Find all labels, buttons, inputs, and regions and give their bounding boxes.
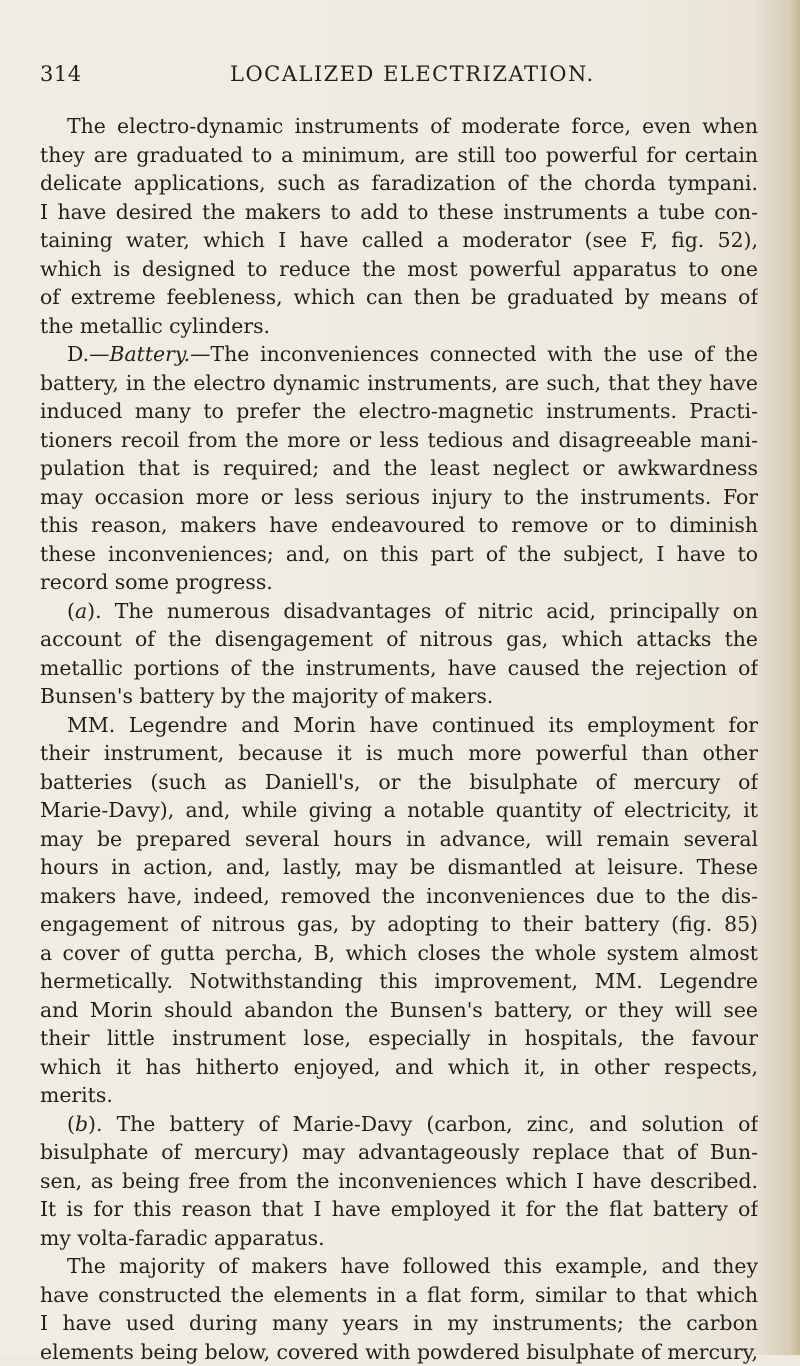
text-line [40,1138,758,1167]
line-text: hours in action, and, lastly, may be dismantled at leisure. These [40,855,758,879]
line-text: bisulphate of mercury) may advantageously replace that of Bun- [40,1140,758,1164]
line-text: which it has hitherto enjoyed, and which it, in other respects, [40,1055,758,1079]
line-prefix: ( [67,599,75,623]
line-text: It is for this reason that I have employed it for the flat battery of [40,1197,758,1221]
page-edge [782,0,800,1355]
page-number: 314 [40,62,82,86]
line-text: these inconveniences; and, on this part of the subject, I have to [40,542,758,566]
text-line [40,1338,758,1366]
text-line [40,397,758,426]
line-text: may be prepared several hours in advance, will remain several [40,827,758,851]
line-text: makers have, indeed, removed the inconveniences due to the dis- [40,884,758,908]
line-text: Bunsen's battery by the majority of makers. [40,684,493,708]
page-header [40,62,740,92]
line-text: their instrument, because it is much more powerful than other [40,741,758,765]
line-text: elements being below, covered with powdered bisulphate of mercury, [40,1340,758,1364]
line-text: hermetically. Notwithstanding this improvement, MM. Legendre [40,969,758,993]
line-text: battery, in the electro dynamic instruments, are such, that they have [40,371,758,395]
line-text: Marie-Davy), and, while giving a notable quantity of electricity, it [40,798,758,822]
line-text: The electro-dynamic instruments of moderate force, even when [67,114,758,138]
text-line [40,825,758,854]
line-text: taining water, which I have called a moderator (see F, fig. 52), [40,228,758,252]
text-line [40,141,758,170]
text-line [40,910,758,939]
line-text: sen, as being free from the inconveniences which I have described. [40,1169,758,1193]
text-line [40,312,758,341]
line-text: my volta-faradic apparatus. [40,1226,325,1250]
line-text: —The inconveniences connected with the use of the [190,342,758,366]
line-text: The majority of makers have followed this example, and they [67,1254,758,1278]
line-text: I have used during many years in my instruments; the carbon [40,1311,758,1335]
text-line [40,1110,758,1139]
text-line [40,1281,758,1310]
text-line [40,1024,758,1053]
text-line [40,454,758,483]
line-text: I have desired the makers to add to these instruments a tube con- [40,200,758,224]
line-text: their little instrument lose, especially in hospitals, the favour [40,1026,758,1050]
line-text: the metallic cylinders. [40,314,270,338]
italic-text: Battery. [110,342,191,366]
text-line [40,540,758,569]
text-line [40,711,758,740]
text-line [40,226,758,255]
text-line [40,882,758,911]
text-line [40,568,758,597]
text-line [40,1195,758,1224]
text-line [40,169,758,198]
text-line [40,1224,758,1253]
line-text: and Morin should abandon the Bunsen's battery, or they will see [40,998,758,1022]
text-line [40,511,758,540]
text-line [40,597,758,626]
line-text: pulation that is required; and the least neglect or awkwardness [40,456,758,480]
text-line [40,198,758,227]
text-line [40,1053,758,1082]
text-line [40,1081,758,1110]
text-line [40,1309,758,1338]
text-line [40,796,758,825]
line-text: engagement of nitrous gas, by adopting to their battery (fig. 85) [40,912,758,936]
text-line [40,483,758,512]
line-text: record some progress. [40,570,273,594]
text-line [40,768,758,797]
text-line [40,939,758,968]
line-text: which is designed to reduce the most powerful apparatus to one [40,257,758,281]
line-text: delicate applications, such as faradization of the chorda tympani. [40,171,758,195]
line-text: this reason, makers have endeavoured to remove or to diminish [40,513,758,537]
text-line [40,967,758,996]
text-line [40,255,758,284]
text-line [40,112,758,141]
text-line [40,283,758,312]
text-line [40,426,758,455]
line-text: a cover of gutta percha, B, which closes the whole system almost [40,941,758,965]
line-text: tioners recoil from the more or less tedious and disagreeable mani- [40,428,758,452]
line-text: ). The numerous disadvantages of nitric acid, principally on [87,599,758,623]
italic-text: a [75,599,87,623]
text-line [40,996,758,1025]
text-line [40,682,758,711]
line-prefix: ( [67,1112,75,1136]
running-title: LOCALIZED ELECTRIZATION. [230,62,595,86]
text-line [40,625,758,654]
line-text: they are graduated to a minimum, are still too powerful for certain [40,143,758,167]
body-text [40,112,758,1366]
line-text: merits. [40,1083,113,1107]
line-text: induced many to prefer the electro-magnetic instruments. Practi- [40,399,758,423]
line-text: metallic portions of the instruments, have caused the rejection of [40,656,758,680]
text-line [40,654,758,683]
line-prefix: D.— [67,342,110,366]
line-text: may occasion more or less serious injury to the instruments. For [40,485,758,509]
line-text: ). The battery of Marie-Davy (carbon, zinc, and solution of [88,1112,758,1136]
line-text: batteries (such as Daniell's, or the bisulphate of mercury of [40,770,758,794]
italic-text: b [75,1112,88,1136]
line-text: of extreme feebleness, which can then be graduated by means of [40,285,758,309]
line-text: have constructed the elements in a flat form, similar to that which [40,1283,758,1307]
text-line [40,1167,758,1196]
line-text: MM. Legendre and Morin have continued its employment for [67,713,758,737]
text-line [40,1252,758,1281]
text-line [40,340,758,369]
text-line [40,739,758,768]
text-line [40,369,758,398]
line-text: account of the disengagement of nitrous gas, which attacks the [40,627,758,651]
text-line [40,853,758,882]
